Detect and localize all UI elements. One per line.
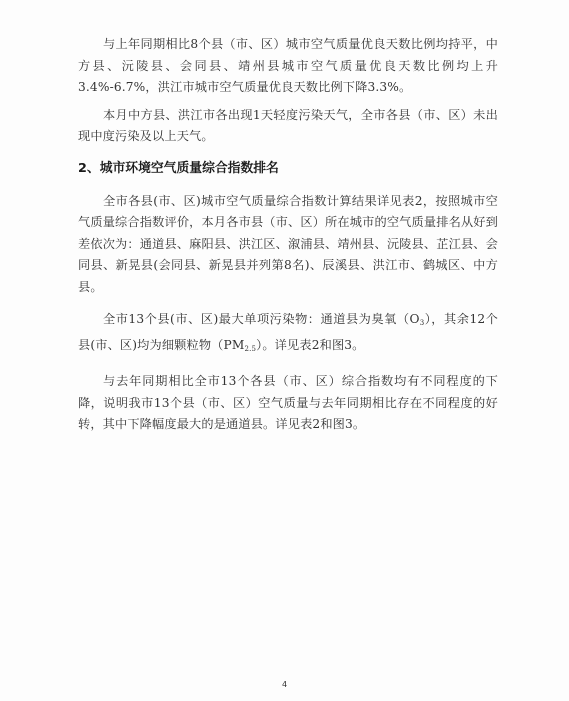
pollutant-text-2: ），其余12个县(市、区)均为细颗粒物（PM <box>78 312 498 352</box>
page-number: 4 <box>281 680 288 689</box>
document-body <box>78 34 498 442</box>
pollutant-text-1: 全市13个县(市、区)最大单项污染物：通道县为臭氧（O <box>103 312 420 326</box>
paragraph-yoy-excellent-days: 与上年同期相比8个县（市、区）城市空气质量优良天数比例均持平，中方县、沅陵县、会同县、靖州县城市空气质量优良天数比例均上升3.4%-6.7%，洪江市城市空气质量优良天数比例下降3.3%。 <box>78 37 498 94</box>
paragraph-yoy-trend: 与去年同期相比全市13个各县（市、区）综合指数均有不同程度的下降，说明我市13个县（市、区）空气质量与去年同期相比存在不同程度的好转，其中下降幅度最大的是通道县。详见表2和图3。 <box>78 374 498 431</box>
pm-subscript: 2.5 <box>244 344 257 353</box>
section-heading: 2、城市环境空气质量综合指数排名 <box>78 160 279 176</box>
paragraph-primary-pollutant <box>78 309 498 360</box>
ozone-subscript: 3 <box>419 319 425 327</box>
paragraph-pollution-days: 本月中方县、洪江市各出现1天轻度污染天气，全市各县（市、区）未出现中度污染及以上天气。 <box>78 107 498 143</box>
paragraph-ranking: 全市各县(市、区)城市空气质量综合指数计算结果详见表2，按照城市空气质量综合指数评价，本月各市县（市、区）所在城市的空气质量排名从好到差依次为：通道县、麻阳县、洪江区、溆浦县、靖州县、沅陵县、芷江县、会同县、新晃县(会同县、新晃县并列第8名)、辰溪县、洪江市、鹤城区、中方县。 <box>78 193 498 294</box>
pollutant-text-3: ）。详见表2和图3。 <box>256 337 365 352</box>
